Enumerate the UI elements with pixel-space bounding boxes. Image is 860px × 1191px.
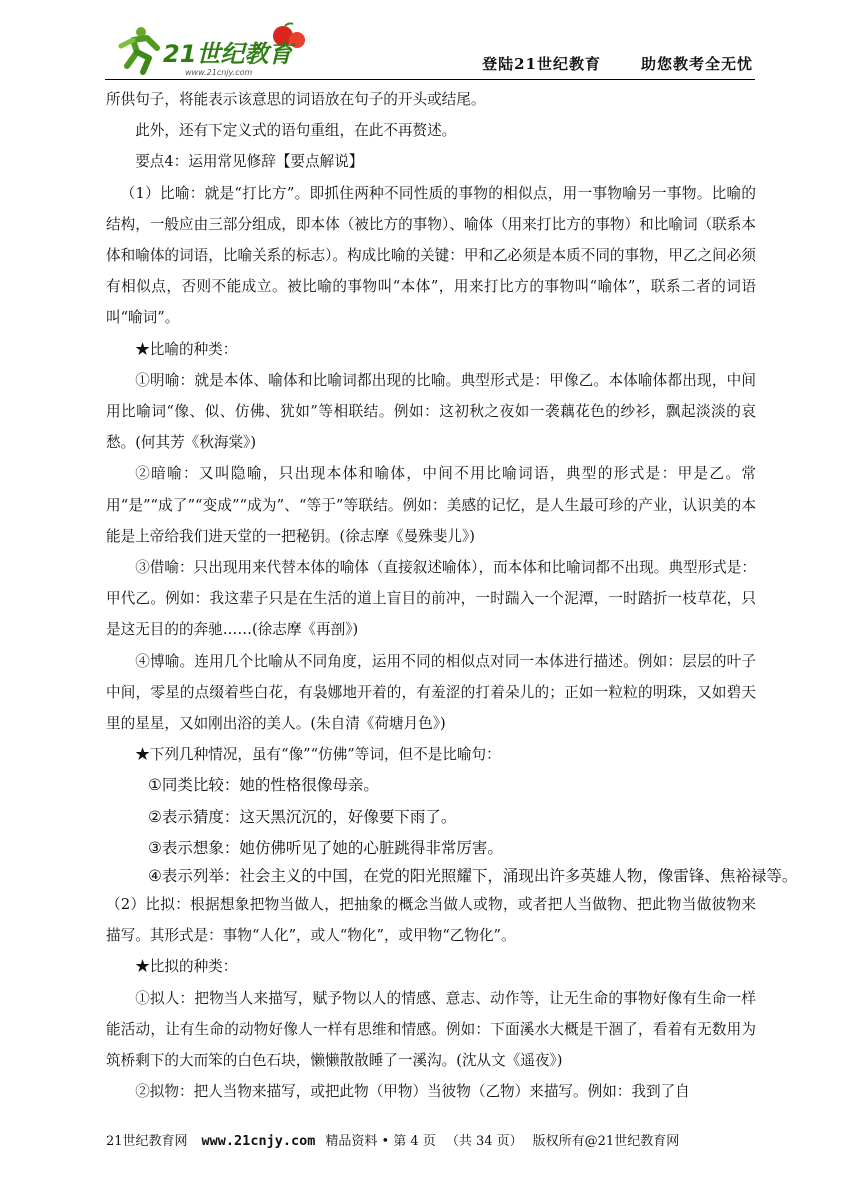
footer-total: （共 34 页） [445, 1134, 523, 1149]
example-listing: ④表示列举：社会主义的中国，在党的阳光照耀下，涌现出许多英雄人物，像雷锋、焦裕禄等。 [148, 867, 798, 886]
paragraph-metonymic-metaphor: ③借喻：只出现用来代替本体的喻体（直接叙述喻体），而本体和比喻词都不出现。典型形式是：甲代乙。例如：我这辈子只是在生活的道上盲目的前冲，一时踹入一个泥潭，一时踏折一枝草花，只是这无目的的奔驰……(徐志摩《再剖》) [106, 559, 756, 639]
paragraph-metaphor-definition: （1）比喻：就是“打比方”。即抓住两种不同性质的事物的相似点，用一事物喻另一事物。比喻的结构，一般应由三部分组成，即本体（被比方的事物）、喻体（用来打比方的事物）和比喻词（联系本体和喻体的词语，比喻关系的标志）。构成比喻的关键：甲和乙必须是本质不同的事物，甲乙之间必须有相似点，否则不能成立。被比喻的事物叫“本体”，用来打比方的事物叫“喻体”，联系二者的词语叫“喻词”。 [106, 184, 756, 327]
personification-types-heading: ★比拟的种类： [135, 958, 238, 976]
example-imagination: ③表示想象：她仿佛听见了她的心脏跳得非常厉害。 [148, 838, 503, 857]
page-footer: 21世纪教育网 www.21cnjy.com 精品资料 • 第 4 页 （共 34 页） 版权所有@21世纪教育网 [106, 1133, 680, 1149]
header-slogan [442, 53, 753, 74]
example-guess: ②表示猜度：这天黑沉沉的，好像要下雨了。 [148, 807, 457, 826]
paragraph-simile: ①明喻：就是本体、喻体和比喻词都出现的比喻。典型形式是：甲像乙。本体喻体都出现，中间用比喻词“像、似、仿佛、犹如”等相联结。例如：这初秋之夜如一袭藕花色的纱衫，飘起淡淡的哀愁。(何其芳《秋海棠》) [106, 371, 756, 452]
paragraph-objectification: ②拟物：把人当物来描写，或把此物（甲物）当彼物（乙物）来描写。例如：我到了自 [135, 1083, 690, 1101]
slogan-left: 登陆21世纪教育 [482, 55, 601, 73]
paragraph-implicit-metaphor: ②暗喻：又叫隐喻，只出现本体和喻体，中间不用比喻词语，典型的形式是：甲是乙。常用“是”“成了”“变成”“成为”、“等于”等联结。例如：美感的记忆，是人生最可珍的产业，认识美的本能是上帝给我们进天堂的一把秘钥。(徐志摩《曼殊斐儿》) [106, 465, 756, 545]
logo-url: www.21cnjy.com [185, 68, 253, 77]
footer-copyright: 版权所有@21世纪教育网 [532, 1134, 680, 1149]
paragraph-extended-metaphor: ④博喻。连用几个比喻从不同角度，运用不同的相似点对同一本体进行描述。例如：层层的叶子中间，零星的点缀着些白花，有袅娜地开着的，有羞涩的打着朵儿的；正如一粒粒的明珠，又如碧天里的星星，又如刚出浴的美人。(朱自清《荷塘月色》) [106, 652, 756, 733]
example-comparison: ①同类比较：她的性格很像母亲。 [148, 776, 379, 795]
paragraph-definition-note: 此外，还有下定义式的语句重组，在此不再赘述。 [135, 122, 457, 140]
footer-url[interactable]: www.21cnjy.com [201, 1133, 316, 1149]
footer-label: 精品资料 [325, 1134, 378, 1149]
footer-page: 第 4 页 [393, 1134, 436, 1149]
running-figure-icon [121, 27, 157, 72]
page-header [105, 18, 755, 80]
document-body [106, 84, 798, 1108]
footer-site: 21世纪教育网 [106, 1134, 188, 1149]
header-divider [105, 79, 755, 80]
section-heading: 要点4：运用常见修辞【要点解说】 [135, 153, 364, 171]
paragraph-personification-definition: （2）比拟：根据想象把物当做人，把抽象的概念当做人或物，或者把人当做物、把此物当做彼物来描写。其形式是：事物“人化”，或人“物化”，或甲物“乙物化”。 [106, 896, 756, 945]
non-metaphor-heading: ★下列几种情况，虽有“像”“仿佛”等词，但不是比喻句： [135, 746, 501, 764]
site-logo[interactable] [113, 22, 333, 78]
metaphor-types-heading: ★比喻的种类： [135, 340, 238, 358]
slogan-right: 助您教考全无忧 [640, 55, 753, 73]
logo-text: 21世纪教育 [163, 40, 293, 68]
paragraph-personification: ①拟人：把物当人来描写，赋予物以人的情感、意志、动作等，让无生命的事物好像有生命一样能活动，让有生命的动物好像人一样有思维和情感。例如：下面溪水大概是干涸了，看着有无数用为筑桥剩下的大而笨的白色石块，懒懒散散睡了一溪沟。(沈从文《遥夜》) [106, 989, 756, 1070]
paragraph-continuation: 所供句子，将能表示该意思的词语放在句子的开头或结尾。 [106, 91, 486, 108]
